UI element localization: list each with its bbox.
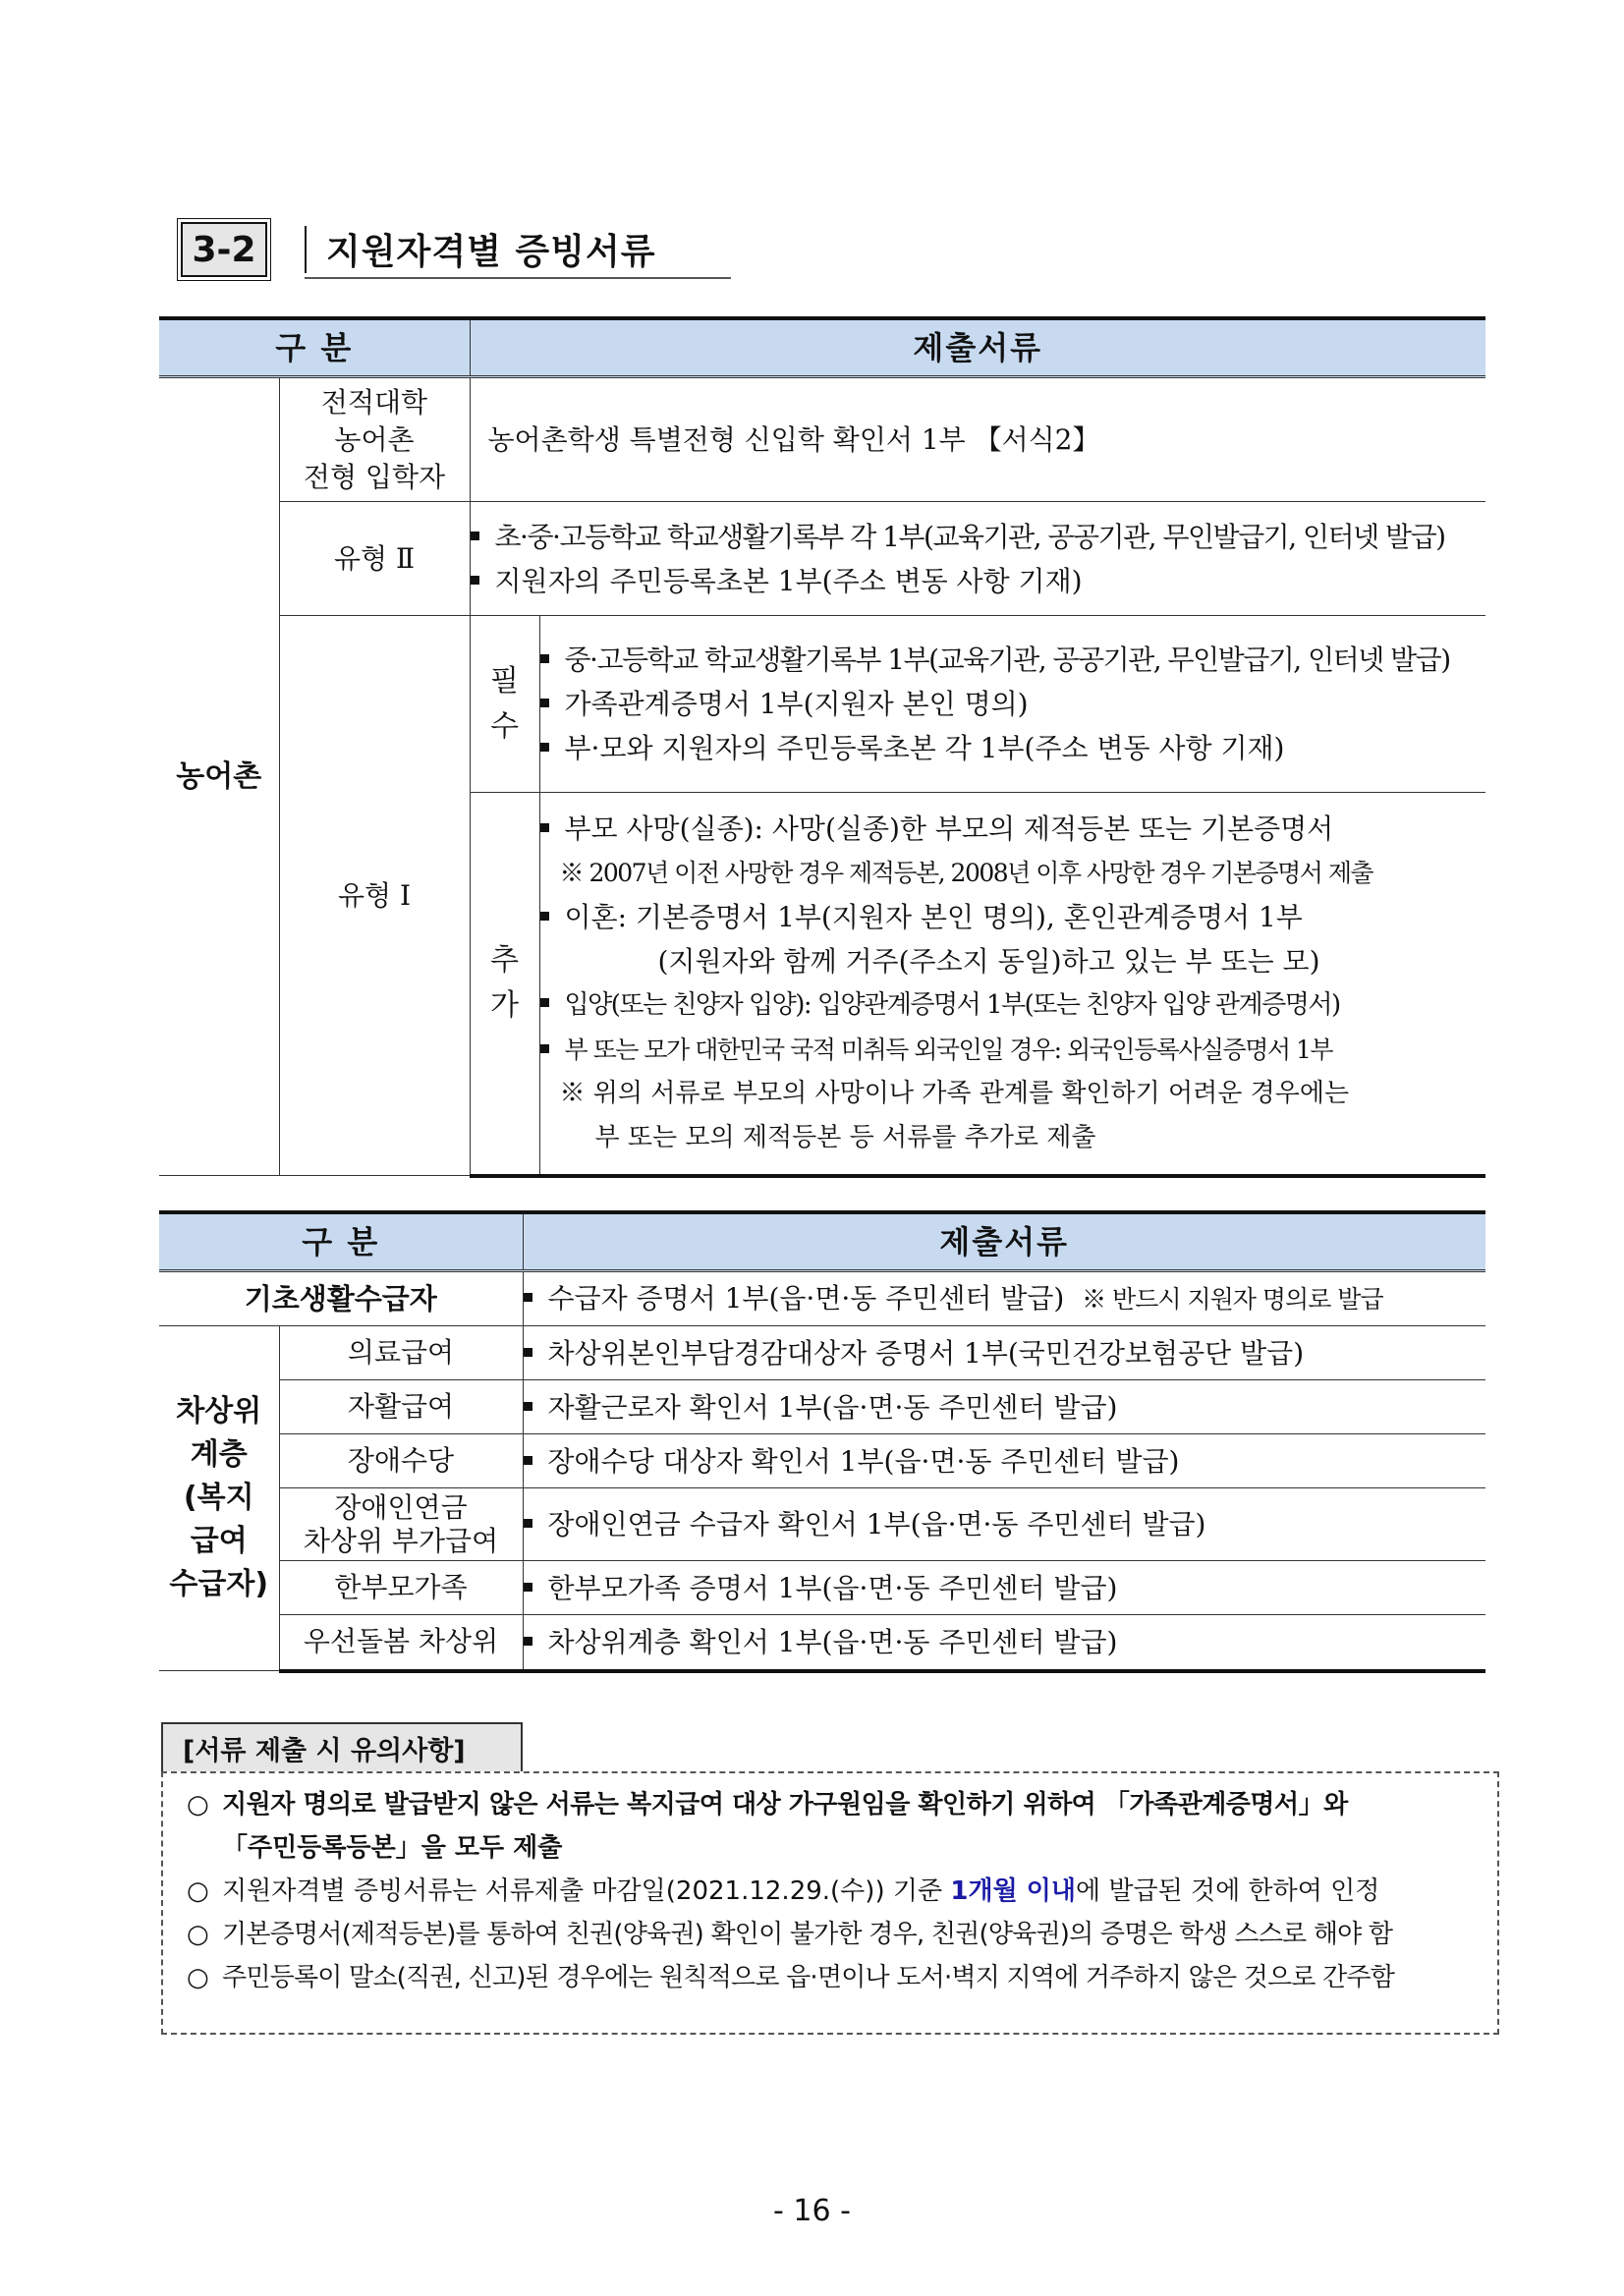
row-label: 의료급여 xyxy=(279,1326,523,1380)
caution-title: [서류 제출 시 유의사항] xyxy=(161,1722,523,1771)
caution-item-cont: 「주민등록등본」을 모두 제출 xyxy=(222,1833,563,1863)
row-label: 장애인연금 차상위 부가급여 xyxy=(279,1488,523,1561)
additional-label: 추 가 xyxy=(470,793,539,1176)
list-item: 부 또는 모가 대한민국 국적 미취득 외국인일 경우: 외국인등록사실증명서 1부 xyxy=(540,1028,1486,1072)
transfer-docs: 농어촌학생 특별전형 신입학 확인서 1부 【서식2】 xyxy=(470,377,1485,502)
row-docs xyxy=(523,1488,1485,1561)
group-label-farming: 농어촌 xyxy=(159,377,279,1176)
type2-docs xyxy=(470,502,1485,616)
list-item: 지원자의 주민등록초본 1부(주소 변동 사항 기재) xyxy=(471,559,1486,603)
list-item: 이혼: 기본증명서 1부(지원자 본인 명의), 혼인관계증명서 1부 xyxy=(540,895,1486,939)
welfare-documents-table xyxy=(159,1210,1485,1673)
basic-livelihood-label: 기초생활수급자 xyxy=(159,1271,523,1326)
type2-label: 유형 Ⅱ xyxy=(279,502,470,616)
list-item: 중·고등학교 학교생활기록부 1부(교육기관, 공공기관, 무인발급기, 인터넷 발급) xyxy=(540,638,1486,682)
list-item: 가족관계증명서 1부(지원자 본인 명의) xyxy=(540,682,1486,726)
table1-header-docs: 제출서류 xyxy=(470,318,1485,377)
section-title: 지원자격별 증빙서류 xyxy=(326,232,656,272)
caution-item: ○ 지원자 명의로 발급받지 않은 서류는 복지급여 대상 가구원임을 확인하기 위하여 「가족관계증명서」와 xyxy=(187,1790,1348,1820)
list-item: 초·중·고등학교 학교생활기록부 각 1부(교육기관, 공공기관, 무인발급기, 인터넷 발급) xyxy=(471,515,1486,559)
row-label: 자활급여 xyxy=(279,1380,523,1434)
type1-label: 유형 Ⅰ xyxy=(279,616,470,1176)
row-label: 한부모가족 xyxy=(279,1561,523,1615)
section-heading xyxy=(181,220,731,279)
group-label-near-poverty: 차상위 계층 (복지 급여 수급자) xyxy=(159,1326,279,1671)
list-item: 차상위본인부담경감대상자 증명서 1부(국민건강보험공단 발급) xyxy=(524,1331,1486,1375)
row-docs xyxy=(523,1380,1485,1434)
table2-header-category: 구 분 xyxy=(159,1212,523,1271)
required-docs xyxy=(539,616,1485,793)
table1-header-category: 구 분 xyxy=(159,318,470,377)
page-number: - 16 - xyxy=(773,2194,851,2228)
list-item: 장애수당 대상자 확인서 1부(읍·면·동 주민센터 발급) xyxy=(524,1439,1486,1484)
basic-livelihood-docs xyxy=(523,1271,1485,1326)
row-docs xyxy=(523,1561,1485,1615)
additional-docs: 부모 사망(실종): 사망(실종)한 부모의 제적등본 또는 기본증명서 ※ 2007년 이전 사망한 경우 제적등본, 2008년 이후 사망한 경우 기본증명서 제출 이혼: 기본증명서 1부(지원자 본인 명의), 혼인관계증명서 1부 (지원자와 함께 거주(주소지 동일)하고 있는 부 또는 모) 입양(또는 친양자 입양): 입양관계증명서 1부(또는 친양자 입양 관계증명서) 부 또는 모가 대한민국 국적 미취득 외국인일 경우: 외국인등록사실증명서 1부 ※ 위의 서류로 부모의 사망이나 가족 관계를 확인하기 어려운 경우에는 부 또는 모의 제적등본 등 서류를 추가로 제출 xyxy=(539,793,1485,1176)
list-item: 한부모가족 증명서 1부(읍·면·동 주민센터 발급) xyxy=(524,1566,1486,1610)
list-item: 부모 사망(실종): 사망(실종)한 부모의 제적등본 또는 기본증명서 xyxy=(540,807,1486,851)
emphasis-text: 1개월 이내 xyxy=(950,1876,1076,1906)
list-item: 차상위계층 확인서 1부(읍·면·동 주민센터 발급) xyxy=(524,1620,1486,1664)
list-item: 부·모와 지원자의 주민등록초본 각 1부(주소 변동 사항 기재) xyxy=(540,726,1486,770)
note: ※ 위의 서류로 부모의 사망이나 가족 관계를 확인하기 어려운 경우에는 xyxy=(559,1078,1350,1108)
heading-underline xyxy=(305,277,731,279)
heading-divider xyxy=(305,226,307,273)
row-label: 우선돌봄 차상위 xyxy=(279,1615,523,1671)
caution-box xyxy=(161,1771,1499,2035)
table2-header-docs: 제출서류 xyxy=(523,1212,1485,1271)
row-docs xyxy=(523,1326,1485,1380)
note: ※ 2007년 이전 사망한 경우 제적등본, 2008년 이후 사망한 경우 기본증명서 제출 xyxy=(559,858,1373,887)
list-item: 자활근로자 확인서 1부(읍·면·동 주민센터 발급) xyxy=(524,1385,1486,1429)
list-item: 수급자 증명서 1부(읍·면·동 주민센터 발급) ※ 반드시 지원자 명의로 발급 xyxy=(524,1276,1486,1321)
list-item: 장애인연금 수급자 확인서 1부(읍·면·동 주민센터 발급) xyxy=(524,1502,1486,1546)
caution-item: ○ 주민등록이 말소(직권, 신고)된 경우에는 원칙적으로 읍·면이나 도서·벽지 지역에 거주하지 않은 것으로 간주함 xyxy=(187,1963,1395,1992)
caution-item: ○ 기본증명서(제적등본)를 통하여 친권(양육권) 확인이 불가한 경우, 친권(양육권)의 증명은 학생 스스로 해야 함 xyxy=(187,1920,1393,1949)
caution-item: ○ 지원자격별 증빙서류는 서류제출 마감일(2021.12.29.(수)) 기준 1개월 이내에 발급된 것에 한하여 인정 xyxy=(187,1876,1380,1906)
required-label: 필 수 xyxy=(470,616,539,793)
section-number: 3-2 xyxy=(181,222,267,277)
transfer-label: 전적대학 농어촌 전형 입학자 xyxy=(279,377,470,502)
list-item: 입양(또는 친양자 입양): 입양관계증명서 1부(또는 친양자 입양 관계증명서) xyxy=(540,983,1486,1028)
farming-documents-table xyxy=(159,316,1485,1178)
row-docs xyxy=(523,1434,1485,1488)
row-label: 장애수당 xyxy=(279,1434,523,1488)
row-docs xyxy=(523,1615,1485,1671)
